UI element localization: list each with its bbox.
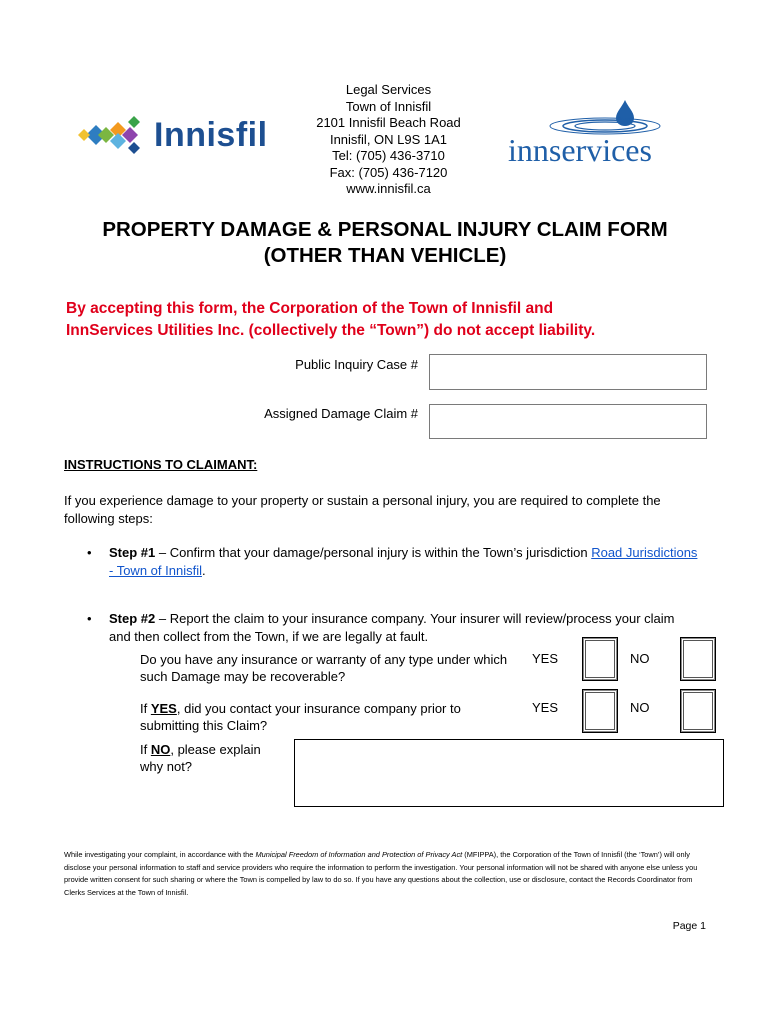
- explain-question: [140, 741, 280, 775]
- liability-disclaimer: [66, 298, 726, 342]
- address-line: www.innisfil.ca: [346, 181, 431, 196]
- q2-yes-checkbox[interactable]: [582, 689, 618, 733]
- form-title-line: PROPERTY DAMAGE & PERSONAL INJURY CLAIM FORM: [102, 218, 668, 241]
- innisfil-mark-icon: [76, 110, 156, 160]
- disclaimer-line: InnServices Utilities Inc. (collectively the “Town”) do not accept liability.: [66, 322, 596, 339]
- q3-no-emphasis: NO: [150, 742, 171, 757]
- q2-yes-label: YES: [532, 700, 559, 715]
- privacy-notice: [64, 849, 714, 899]
- damage-claim-label: Assigned Damage Claim #: [264, 406, 418, 421]
- instructions-intro: If you experience damage to your property or sustain a personal injury, you are required to complete the following steps:: [64, 493, 661, 526]
- address-line: 2101 Innisfil Beach Road: [316, 115, 461, 130]
- q2-no-checkbox[interactable]: [680, 689, 716, 733]
- road-jurisdictions-link[interactable]: Road Jurisdictions - Town of Innisfil: [109, 545, 698, 578]
- innisfil-logo: [76, 110, 286, 160]
- insurance-question: Do you have any insurance or warranty of any type under which such Damage may be recoverable?: [140, 652, 508, 684]
- address-line: Town of Innisfil: [345, 98, 432, 114]
- step-1: [109, 544, 699, 580]
- privacy-part2: (MFIPPA), the Corporation of the Town of Innisfil (the ‘Town’) will only disclose your personal information to staff and service providers who require the information to perform the investigation. Your personal information will not be shared with anyone else unless you provide written consent for such sharing or where the Town is compelled by law to do so. If you have any questions about the collection, use or disclosure, contact the Records Coordinator from Clerks Services at the Town of Innisfil.: [64, 850, 698, 897]
- disclaimer-line: By accepting this form, the Corporation of the Town of Innisfil and: [66, 300, 554, 317]
- step-1-label: Step #1: [109, 545, 156, 560]
- q3-rest: , please explain why not?: [140, 742, 261, 774]
- step-1-end: .: [201, 563, 206, 578]
- privacy-act-name: Municipal Freedom of Information and Protection of Privacy Act: [255, 850, 463, 859]
- bullet-icon: •: [87, 545, 92, 560]
- q1-yes-checkbox[interactable]: [582, 637, 618, 681]
- q2-yes-emphasis: YES: [150, 701, 177, 716]
- q1-no-checkbox[interactable]: [680, 637, 716, 681]
- q1-no-label: NO: [630, 651, 650, 666]
- q3-prefix: If: [140, 742, 151, 757]
- privacy-part1: While investigating your complaint, in accordance with the: [64, 850, 256, 859]
- innisfil-logo-text: Innisfil: [154, 116, 268, 154]
- step-2-text: – Report the claim to your insurance company. Your insurer will review/process your claim and then collect from the Town, if we are legally at fault.: [109, 611, 675, 644]
- explain-textarea[interactable]: [294, 739, 724, 807]
- damage-claim-field[interactable]: [429, 404, 707, 439]
- address-line: Legal Services: [345, 82, 432, 97]
- q2-no-label: NO: [630, 700, 650, 715]
- innservices-logo: [505, 96, 690, 168]
- step-2-label: Step #2: [109, 611, 156, 626]
- instructions-heading: INSTRUCTIONS TO CLAIMANT:: [64, 457, 258, 472]
- form-title: [40, 217, 730, 269]
- q2-prefix: If: [140, 701, 151, 716]
- bullet-icon: •: [87, 611, 92, 626]
- address-line: Fax: (705) 436-7120: [329, 164, 448, 180]
- q2-rest: , did you contact your insurance company prior to submitting this Claim?: [140, 701, 461, 733]
- address-line: Tel: (705) 436-3710: [332, 148, 445, 163]
- legal-services-address: [292, 82, 485, 198]
- innservices-logo-text: innservices: [508, 132, 652, 168]
- page-number: Page 1: [672, 920, 706, 932]
- form-title-line: (OTHER THAN VEHICLE): [263, 244, 507, 267]
- step-1-text: – Confirm that your damage/personal injury is within the Town’s jurisdiction: [155, 545, 592, 560]
- contact-insurer-question: [140, 700, 520, 734]
- q1-yes-label: YES: [532, 651, 559, 666]
- public-inquiry-label: Public Inquiry Case #: [295, 357, 418, 372]
- address-line: Innisfil, ON L9S 1A1: [329, 131, 448, 147]
- public-inquiry-field[interactable]: [429, 354, 707, 390]
